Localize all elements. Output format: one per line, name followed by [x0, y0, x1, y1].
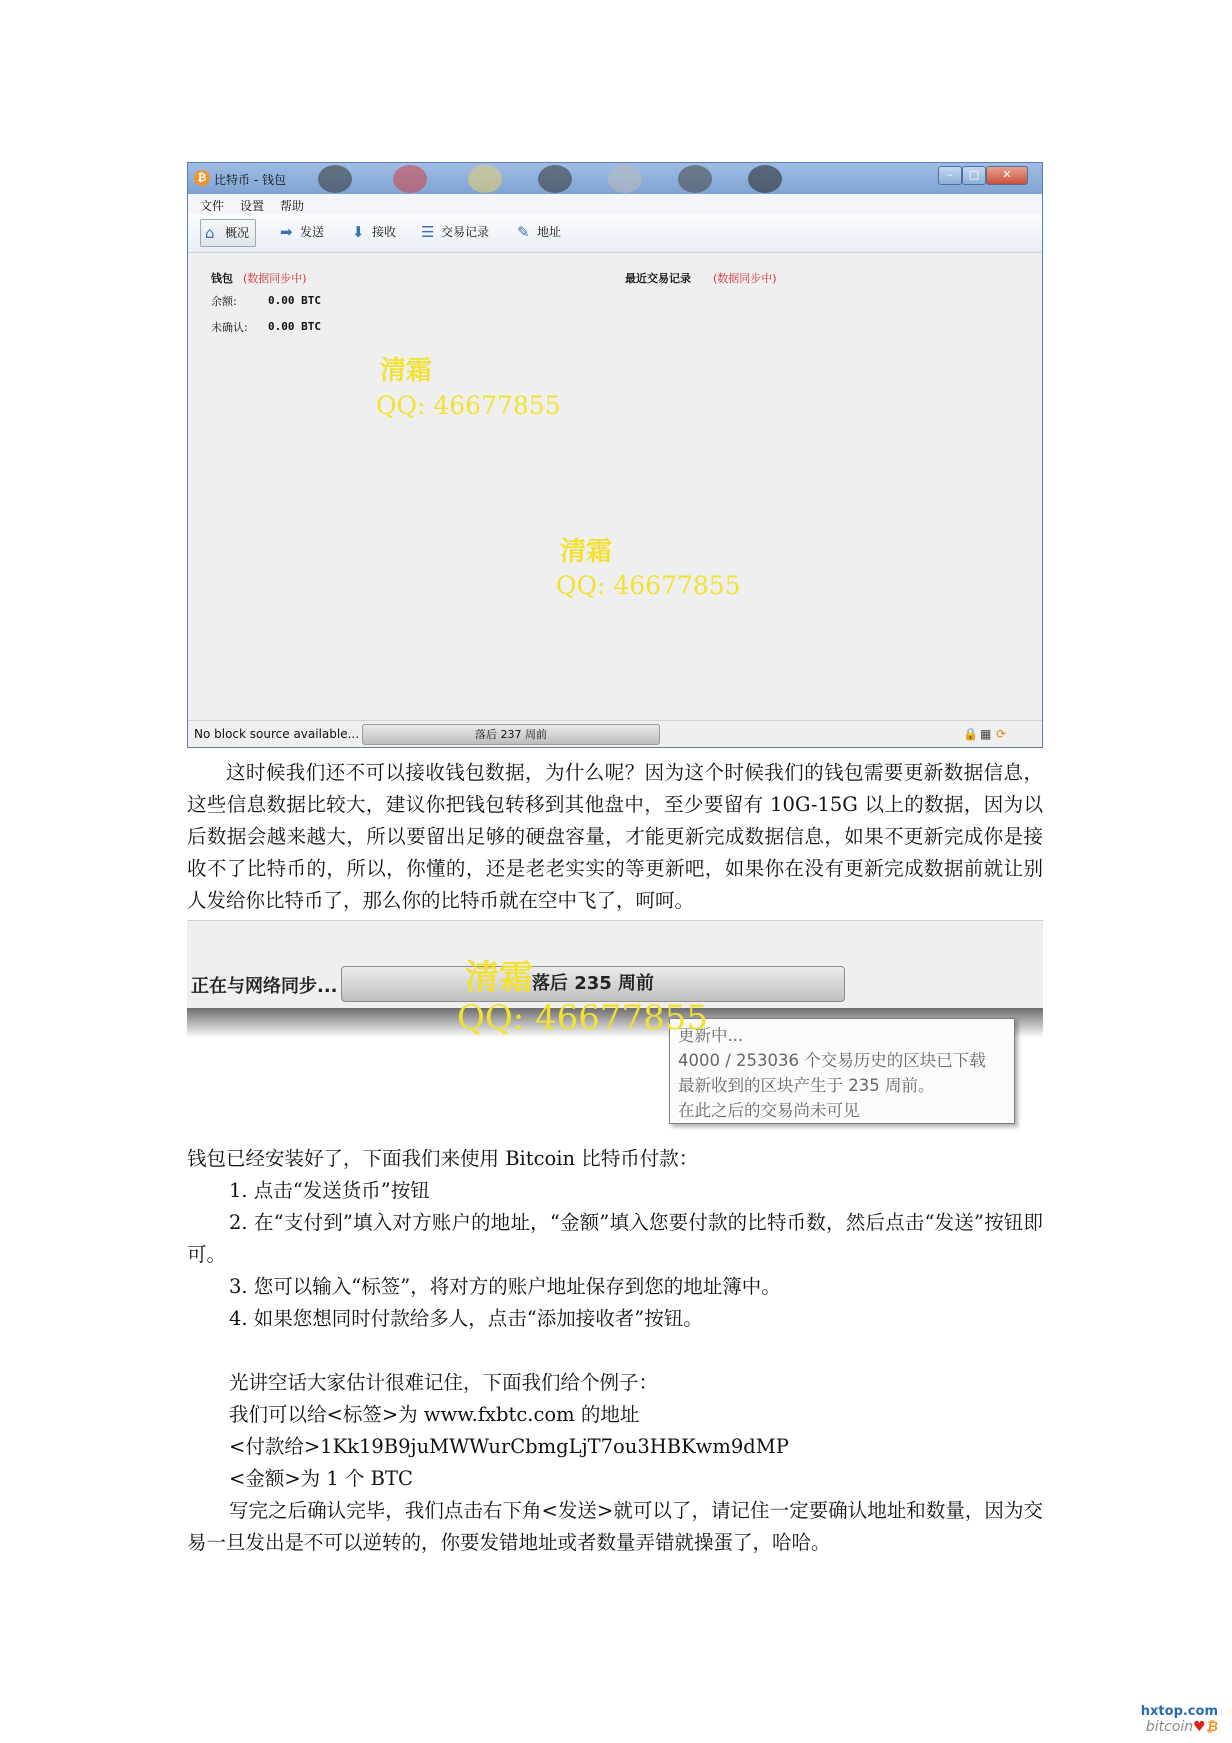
- balance-value: 0.00 BTC: [268, 294, 321, 307]
- minimize-button[interactable]: –: [938, 166, 962, 185]
- lock-icon: 🔒: [963, 727, 978, 741]
- sync-status-text: 正在与网络同步...: [191, 976, 338, 997]
- tooltip-line: 更新中...: [678, 1026, 744, 1045]
- wallet-sync-note: (数据同步中): [243, 272, 307, 285]
- watermark-name: 清霜: [465, 958, 533, 998]
- home-icon: ⌂: [205, 224, 215, 242]
- recent-tx-heading: 最近交易记录: [625, 272, 691, 285]
- tooltip-line: 最新收到的区块产生于 235 周前。: [678, 1076, 935, 1095]
- wallet-window: [187, 162, 1043, 748]
- menu-file[interactable]: 文件: [200, 199, 225, 213]
- tab-address[interactable]: [513, 219, 561, 245]
- send-arrow-icon: ➡: [280, 223, 293, 241]
- watermark-name: 清霜: [380, 356, 433, 386]
- watermark-qq: QQ: 46677855: [376, 391, 561, 420]
- heart-icon: ♥: [1193, 1719, 1206, 1735]
- address-tag-icon: ✎: [517, 223, 530, 241]
- menu-help[interactable]: 帮助: [280, 199, 305, 213]
- sync-progress-bar: [341, 966, 845, 1002]
- tab-send-label: 发送: [300, 225, 325, 239]
- tab-overview-label: 概况: [225, 226, 250, 240]
- sync-tooltip: [669, 1018, 1015, 1124]
- intro-line: 钱包已经安装好了，下面我们来使用 Bitcoin 比特币付款：: [187, 1147, 699, 1170]
- sync-screenshot: [187, 920, 1043, 1120]
- step-item: 1. 点击“发送货币”按钮: [229, 1179, 430, 1202]
- step-item: 3. 您可以输入“标签”，将对方的账户地址保存到您的地址簿中。: [229, 1275, 781, 1298]
- footer-logo: [1141, 1704, 1218, 1735]
- tab-receive[interactable]: [348, 219, 396, 245]
- bitcoin-icon: ₿: [1205, 1719, 1218, 1735]
- example-line: <金额>为 1 个 BTC: [229, 1467, 413, 1490]
- menu-settings[interactable]: 设置: [240, 199, 265, 213]
- example-line: 光讲空话大家估计很难记住，下面我们给个例子：: [229, 1371, 659, 1394]
- watermark-name: 清霜: [560, 537, 613, 567]
- menu-bar: [188, 194, 1042, 214]
- maximize-button[interactable]: □: [962, 166, 986, 185]
- footer-site: hxtop.com: [1140, 1704, 1218, 1719]
- example-line: 我们可以给<标签>为 www.fxbtc.com 的地址: [229, 1403, 640, 1426]
- sync-progress-text: 落后 235 周前: [531, 973, 655, 994]
- receive-arrow-icon: ⬇: [352, 223, 365, 241]
- close-button[interactable]: ✕: [986, 166, 1028, 185]
- window-title: 比特币 - 钱包: [214, 173, 286, 187]
- footer-brand: bitcoin: [1145, 1719, 1194, 1735]
- watermark-qq: QQ: 46677855: [457, 998, 709, 1038]
- unconfirmed-value: 0.00 BTC: [268, 320, 321, 333]
- balance-label: 余额:: [211, 295, 237, 308]
- tab-send[interactable]: [276, 219, 324, 245]
- tab-receive-label: 接收: [372, 225, 397, 239]
- example-line: <付款给>1Kk19B9juMWWurCbmgLjT7ou3HBKwm9dMP: [229, 1435, 789, 1458]
- tab-address-label: 地址: [537, 225, 562, 239]
- tab-transactions[interactable]: [417, 219, 489, 245]
- toolbar: [188, 214, 1042, 253]
- list-icon: ☰: [421, 223, 435, 241]
- unconfirmed-label: 未确认:: [211, 321, 248, 334]
- recent-tx-sync-note: (数据同步中): [713, 272, 777, 285]
- closing-paragraph: 写完之后确认完毕，我们点击右下角<发送>就可以了，请记住一定要确认地址和数量，因为交易一旦发出是不可以逆转的，你要发错地址或者数量弄错就操蛋了，哈哈。: [187, 1499, 1043, 1554]
- tab-overview[interactable]: [200, 219, 256, 247]
- window-titlebar: [188, 163, 1042, 194]
- tooltip-line: 4000 / 253036 个交易历史的区块已下载: [678, 1051, 986, 1070]
- tab-transactions-label: 交易记录: [441, 225, 490, 239]
- wallet-heading: 钱包: [211, 272, 233, 285]
- sync-progress-bar: [362, 724, 660, 745]
- sync-progress-text: 落后 237 周前: [475, 728, 547, 741]
- sync-icon: ⟳: [996, 727, 1007, 741]
- status-text: No block source available...: [194, 727, 360, 741]
- paragraph-sync-explanation: 这时候我们还不可以接收钱包数据，为什么呢？因为这个时候我们的钱包需要更新数据信息，这些信息数据比较大，建议你把钱包转移到其他盘中，至少要留有 10G-15G 以上的数据，因为以后数据会越来越大，所以要留出足够的硬盘容量，才能更新完成数据信息，如果不更新完成你是接收不了比特币的，所以，你懂的，还是老老实实的等更新吧，如果你在没有更新完成数据前就让别人发给你比特币了，那么你的比特币就在空中飞了，呵呵。: [187, 761, 1043, 912]
- tooltip-line: 在此之后的交易尚未可见: [678, 1101, 860, 1120]
- bitcoin-app-icon: ₿: [194, 170, 210, 186]
- status-bar: [188, 720, 1042, 747]
- watermark-qq: QQ: 46677855: [556, 571, 741, 600]
- step-item: 2. 在“支付到”填入对方账户的地址，“金额”填入您要付款的比特币数，然后点击“发送”按钮即可。: [187, 1211, 1043, 1266]
- network-icon: ▦: [980, 727, 992, 741]
- step-item: 4. 如果您想同时付款给多人，点击“添加接收者”按钮。: [229, 1307, 703, 1330]
